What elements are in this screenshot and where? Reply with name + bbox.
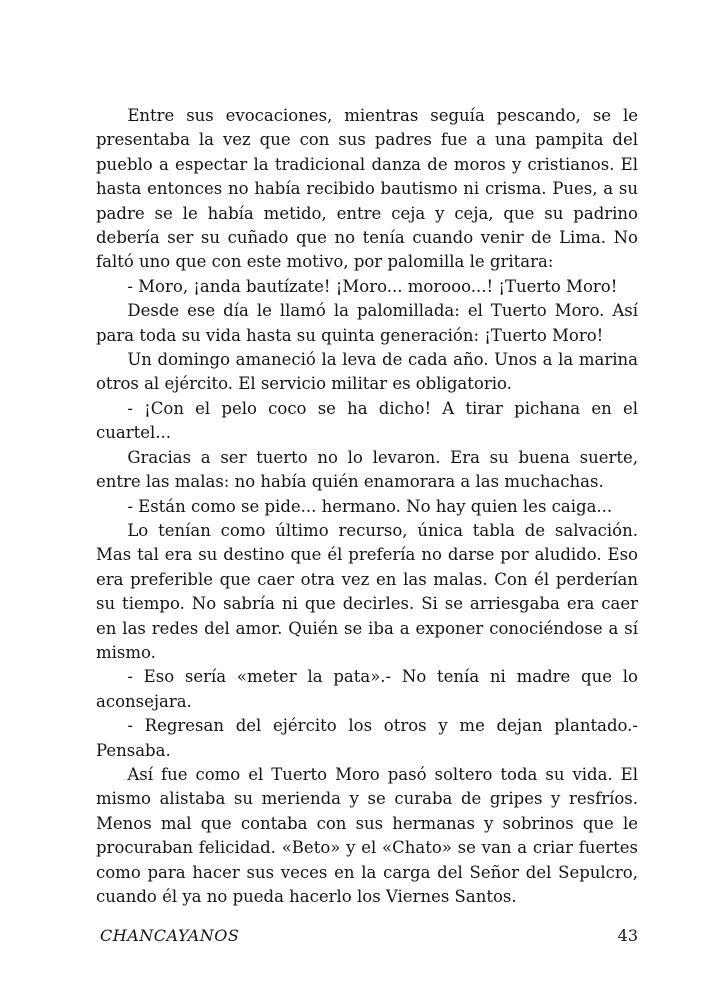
- paragraph-10: - Regresan del ejército los otros y me dejan plantado.- Pensaba.: [96, 716, 638, 760]
- paragraph-11: Así fue como el Tuerto Moro pasó soltero toda su vida. El mismo alistaba su merienda y se curaba de gripes y resfríos. Menos mal que contaba con sus hermanas y sobrinos que le procuraban felicidad. «Beto» y el «Chato» se van a criar fuertes como para hacer sus veces en la carga del Señor del Sepulcro, cuando él ya no pueda hacerlo los Viernes Santos.: [96, 764, 638, 906]
- paragraph-9: - Eso sería «meter la pata».- No tenía ni madre que lo aconsejara.: [96, 667, 638, 711]
- paragraph-6: Gracias a ser tuerto no lo levaron. Era su buena suerte, entre las malas: no había quién enamorara a las muchachas.: [96, 447, 638, 492]
- book-title: CHANCAYANOS: [100, 926, 240, 945]
- page-number: 43: [617, 926, 638, 945]
- page-footer: [100, 926, 638, 952]
- paragraph-7: - Están como se pide... hermano. No hay quien les caiga...: [127, 496, 613, 516]
- paragraph-1: Entre sus evocaciones, mientras seguía pescando, se le presentaba la vez que con sus padres fue a una pampita del pueblo a espectar la tradicional danza de moros y cristianos. El hasta entonces no había recibido bautismo ni crisma. Pues, a su padre se le había metido, entre ceja y ceja, que su padrino debería ser su cuñado que no tenía cuando venir de Lima. No faltó uno que con este motivo, por palomilla le gritara:: [96, 106, 638, 272]
- paragraph-8: Lo tenían como último recurso, única tabla de salvación. Mas tal era su destino que él prefería no darse por aludido. Eso era preferible que caer otra vez en las malas. Con él perderían su tiempo. No sabría ni que decirles. Si se arriesgaba era caer en las redes del amor. Quién se iba a exponer conociéndose a sí mismo.: [96, 520, 638, 662]
- paragraph-3: Desde ese día le llamó la palomillada: el Tuerto Moro. Así para toda su vida hasta su quinta generación: ¡Tuerto Moro!: [96, 301, 638, 345]
- paragraph-5: - ¡Con el pelo coco se ha dicho! A tirar pichana en el cuartel...: [96, 398, 638, 443]
- paragraph-4: Un domingo amaneció la leva de cada año. Unos a la marina otros al ejército. El servicio militar es obligatorio.: [96, 350, 638, 394]
- paragraph-2: - Moro, ¡anda bautízate! ¡Moro... morooo...! ¡Tuerto Moro!: [127, 276, 618, 296]
- body-text: [96, 104, 638, 909]
